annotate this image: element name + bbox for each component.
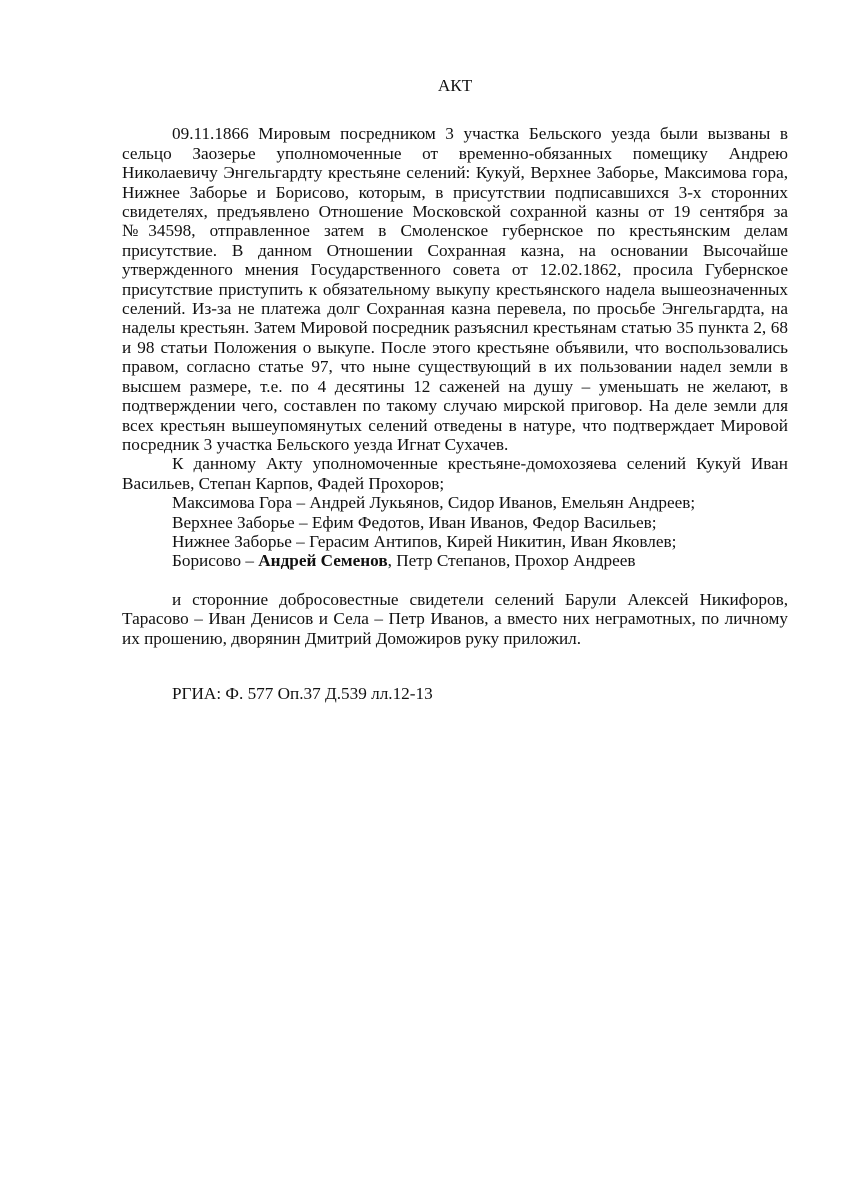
village-line-maksimova-gora: Максимова Гора – Андрей Лукьянов, Сидор Иванов, Емельян Андреев;: [172, 493, 696, 513]
village-line-borisovo: [172, 551, 788, 570]
document-title: АКТ: [437, 76, 473, 95]
witnesses-paragraph: и сторонние добросовестные свидетели селений Барули Алексей Никифоров, Тарасово – Иван Денисов и Села – Петр Иванов, а вместо них неграмотных, по личному их прошению, дворянин Дмитрий Доможиров руку приложил.: [122, 589, 788, 648]
document-body: [122, 76, 788, 703]
village-signers-list: [122, 493, 788, 571]
main-paragraph: 09.11.1866 Мировым посредником 3 участка Бельского уезда были вызваны в сельцо Заозерье уполномоченные от временно-обязанных помещику Андрею Николаевичу Энгельгардту крестьяне селений: Кукуй, Верхнее Заборье, Максимова гора, Нижнее Заборье и Борисово, которым, в присутствии подписавшихся 3-х сторонних свидетелях, предъявлено Отношение Московской сохранной казны от 19 сентября за №34598, отправленное затем в Смоленское губернское по крестьянским делам присутствие. В данном Отношении Сохранная казна, на основании Высочайше утвержденного мнения Государственного совета от 12.02.1862, просила Губернское присутствие приступить к обязательному выкупу крестьянского надела вышеозначенных селений. Из-за не платежа долг Сохранная казна перевела, по просьбе Энгельгардта, на наделы крестьян. Затем Мировой посредник разъяснил крестьянам статью 35 пункта 2, 68 и 98 статьи Положения о выкупе. После этого крестьяне объявили, что воспользовались правом, согласно статье 97, что ныне существующий в их пользовании надел земли в высшем размере, т.е. по 4 десятины 12 саженей на душу – уменьшать не желают, в подтверждении чего, составлен по такому случаю мирской приговор. На деле земли для всех крестьян вышеупомянутых селений отведены в натуре, что подтверждает Мировой посредник 3 участка Бельского уезда Игнат Сухачев.: [122, 124, 788, 454]
signers-paragraph: К данному Акту уполномоченные крестьяне-домохозяева селений Кукуй Иван Васильев, Степан Карпов, Фадей Прохоров;: [122, 454, 788, 493]
borisovo-suffix: , Петр Степанов, Прохор Андреев: [387, 551, 636, 571]
borisovo-prefix: Борисово –: [172, 551, 259, 571]
archive-source-reference: РГИА: Ф. 577 Оп.37 Д.539 лл.12-13: [172, 683, 433, 703]
village-line-nizhnee-zaborye: Нижнее Заборье – Герасим Антипов, Кирей Никитин, Иван Яковлев;: [172, 531, 677, 551]
borisovo-bold-name: Андрей Семенов: [258, 551, 388, 571]
village-line-verkhnee-zaborye: Верхнее Заборье – Ефим Федотов, Иван Иванов, Федор Васильев;: [172, 512, 657, 532]
